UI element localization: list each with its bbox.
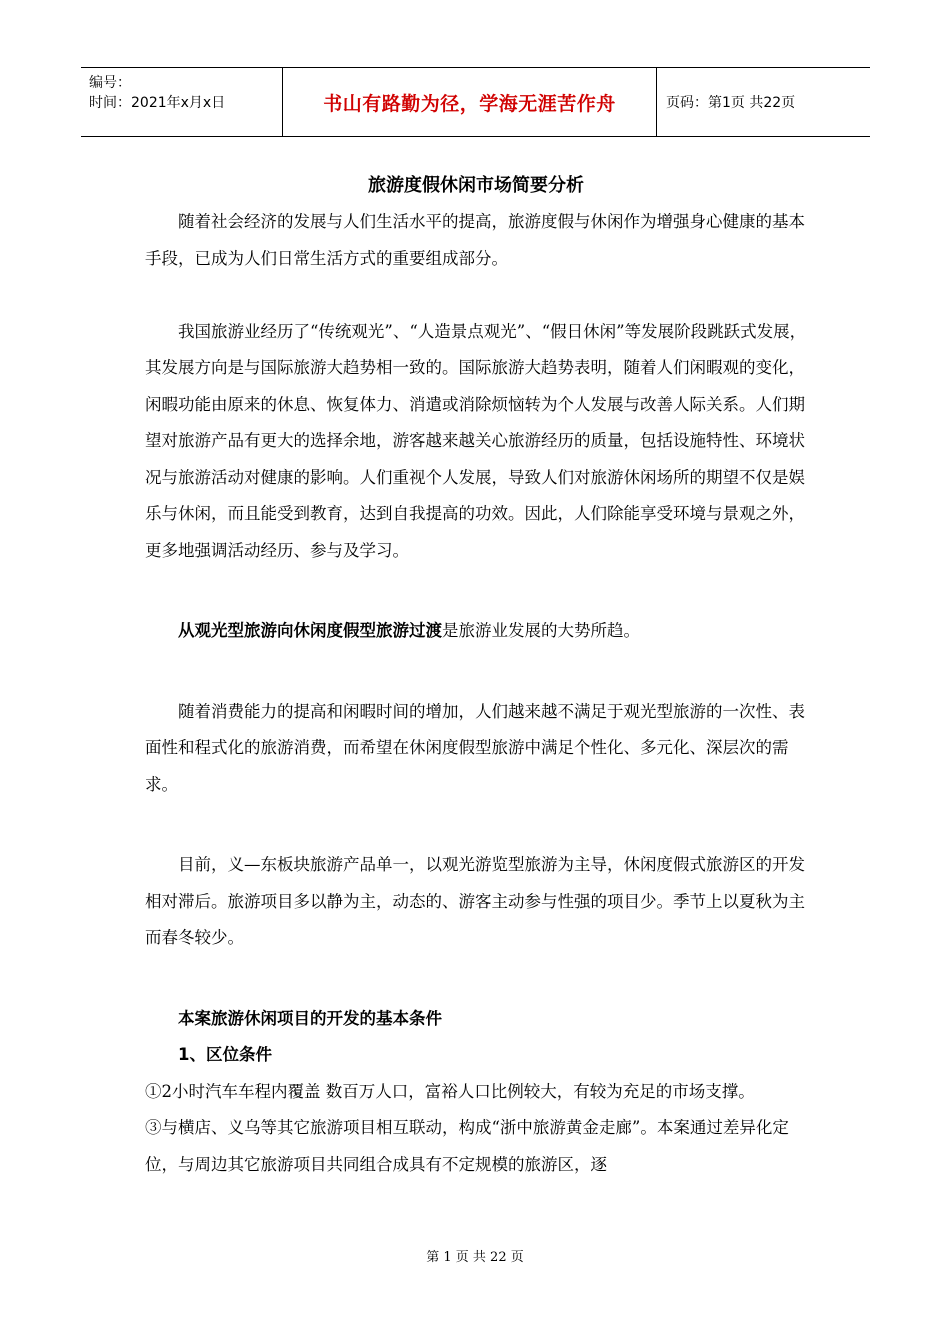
transition-emphasis: 从观光型旅游向休闲度假型旅游过渡 <box>178 621 442 640</box>
paragraph-intro: 随着社会经济的发展与人们生活水平的提高，旅游度假与休闲作为增强身心健康的基本手段，已成为人们日常生活方式的重要组成部分。 <box>145 212 805 268</box>
header-motto: 书山有路勤为径，学海无涯苦作舟 <box>283 68 657 136</box>
page-header <box>81 67 870 137</box>
document-title: 旅游度假休闲市场简要分析 <box>368 175 584 196</box>
document-date-label: 时间：2021年x月x日 <box>89 95 226 111</box>
list-item-3: ③与横店、义乌等其它旅游项目相互联动，构成“浙中旅游黄金走廊”。本案通过差异化定位，与周边其它旅游项目共同组合成具有不定规模的旅游区，逐 <box>145 1118 789 1174</box>
document-number-label: 编号： <box>89 75 131 91</box>
paragraph-current-status: 目前，义—东板块旅游产品单一，以观光游览型旅游为主导，休闲度假式旅游区的开发相对滞后。旅游项目多以静为主，动态的、游客主动参与性强的项目少。季节上以夏秋为主而春冬较少。 <box>145 855 805 947</box>
list-item-1: ①2小时汽车车程内覆盖 数百万人口，富裕人口比例较大，有较为充足的市场支撑。 <box>145 1081 755 1101</box>
page-footer: 第 1 页 共 22 页 <box>426 1250 524 1265</box>
paragraph-consumption: 随着消费能力的提高和闲暇时间的增加，人们越来越不满足于观光型旅游的一次性、表面性和程式化的旅游消费，而希望在休闲度假型旅游中满足个性化、多元化、深层次的需求。 <box>145 701 805 794</box>
section-heading: 本案旅游休闲项目的开发的基本条件 <box>178 1008 442 1028</box>
document-body <box>145 168 807 1183</box>
paragraph-transition <box>145 613 807 650</box>
transition-rest: 是旅游业发展的大势所趋。 <box>442 621 640 640</box>
paragraph-trends: 我国旅游业经历了“传统观光”、“人造景点观光”、“假日休闲”等发展阶段跳跃式发展，其发展方向是与国际旅游大趋势相一致的。国际旅游大趋势表明，随着人们闲暇观的变化，闲暇功能由原来的休息、恢复体力、消遣或消除烦恼转为个人发展与改善人际关系。人们期望对旅游产品有更大的选择余地，游客越来越关心旅游经历的质量，包括设施特性、环境状况与旅游活动对健康的影响。人们重视个人发展，导致人们对旅游休闲场所的期望不仅是娱乐与休闲，而且能受到教育，达到自我提高的功效。因此，人们除能享受环境与景观之外，更多地强调活动经历、参与及学习。 <box>145 321 807 560</box>
header-page-info: 页码：第1页 共22页 <box>666 95 796 111</box>
subsection-heading: 1、区位条件 <box>178 1045 272 1064</box>
header-meta-cell <box>81 68 283 136</box>
